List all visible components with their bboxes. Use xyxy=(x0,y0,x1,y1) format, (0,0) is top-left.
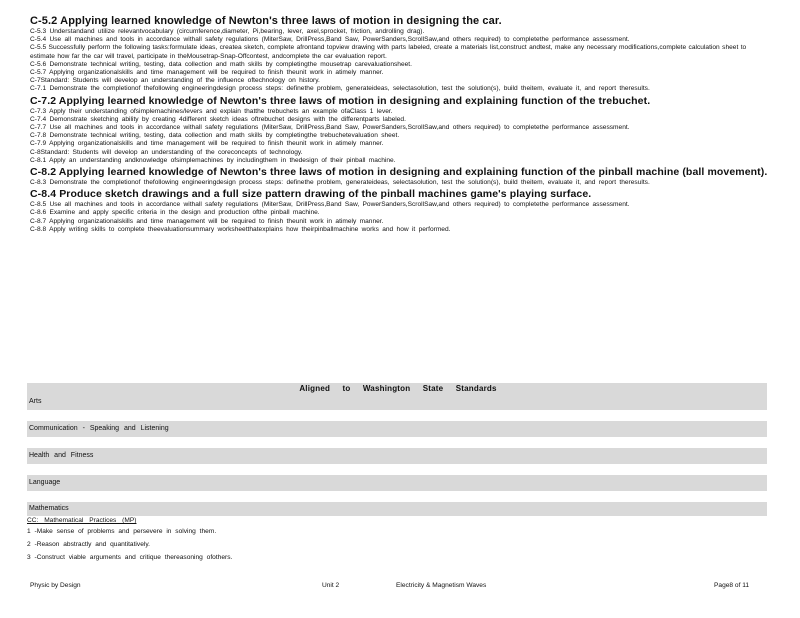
standard-item: C-7.7 Use all machines and tools in accordance withall safety regulations (MiterSaw, DrillPress,Band Saw, PowerSanders,ScrollSaw,and others required) to completethe performance assessment. xyxy=(30,124,630,132)
footer-topic: Electricity & Magnetism Waves xyxy=(396,582,487,589)
standard-item: C-8.1 Apply an understanding andknowledge ofsimplemachines by includingthem in thedesign of their pinball machine. xyxy=(30,156,396,164)
aligned-title: Aligned to Washington State Standards xyxy=(299,384,497,393)
standard-item: C-5.7 Applying organizationalskills and time management will be required to finish theunit work in atimely manner. xyxy=(30,69,384,77)
standard-item: C-5.3 Understandand utilize relevantvocabulary (circumference,diameter, Pi,bearing, lever, axel,sprocket, friction, androlling drag). xyxy=(30,28,425,35)
standard-item: C-7.9 Applying organizationalskills and time management will be required to finish theunit work in atimely manner. xyxy=(30,140,384,148)
standard-item: C-8.5 Use all machines and tools in accordance withall safety regulations (MiterSaw, DrillPress,Band Saw, PowerSanders,ScrollSaw,and others required) to completethe performance assessment. xyxy=(30,201,630,209)
standard-item: C-7.3 Apply their understanding ofsimplemachines/levers and explain thatthe trebuchets an example ofaClass 1 lever. xyxy=(30,107,393,115)
band-mathematics: Mathematics xyxy=(27,502,767,516)
standard-item: C-8.8 Apply writing skills to complete theevaluationsummary worksheetthatexplains how theirpinballmachine works and how it performed. xyxy=(30,225,451,233)
section-heading: C-8.2 Applying learned knowledge of Newton's three laws of motion in designing and explaining function of the pinball machine (ball movement). xyxy=(30,166,768,179)
standards-content xyxy=(30,14,770,234)
standard-item: C-5.5 Successfully perform the following tasks:formulate ideas, createa sketch, complete afrontand topview drawing with parts labeled, create a materials list,construct andtest, make any necessary modifications,complete calculation sheet to estimate how far the car will travel, participate in theMousetrap-Snap-Offcontest, andcomplete the car evaluation report. xyxy=(30,44,747,60)
standard-item: C-8.6 Examine and apply specific criteria in the design and production ofthe pinball machine. xyxy=(30,209,320,217)
band-arts xyxy=(27,383,767,410)
band-health: Health and Fitness xyxy=(27,448,767,464)
footer-unit: Unit 2 xyxy=(322,582,340,589)
band-label: Arts xyxy=(29,398,42,405)
page-footer xyxy=(30,582,770,592)
standard-item: C-7.8 Demonstrate technical writing, testing, data collection and math skills by completingthe trebuchetevaluation sheet. xyxy=(30,132,400,140)
standard-item: C-8.7 Applying organizationalskills and time management will be required to finish theunit work in atimely manner. xyxy=(30,217,384,225)
math-practice: 2 -Reason abstractly and quantitatively. xyxy=(27,541,150,548)
footer-page-number: Page8 of 11 xyxy=(714,582,750,589)
math-practice: 1 -Make sense of problems and persevere in solving them. xyxy=(27,528,217,535)
section-heading: C-8.4 Produce sketch drawings and a full size pattern drawing of the pinball machines game's playing surface. xyxy=(30,188,592,201)
footer-course: Physic by Design xyxy=(30,582,81,589)
standard-item: C-7Standard: Students will develop an understanding of the influence oftechnology on history. xyxy=(30,77,320,85)
cc-heading: CC: Mathematical Practices (MP) xyxy=(27,517,137,524)
aligned-standards xyxy=(27,383,767,564)
band-language: Language xyxy=(27,475,767,491)
standard-item: C-7.4 Demonstrate sketching ability by creating 4different sketch ideas oftrebuchet designs with the differentparts labeled. xyxy=(30,115,406,123)
band-communication: Communication - Speaking and Listening xyxy=(27,421,767,437)
standard-item: C-7.1 Demonstrate the completionof thefollowing engineeringdesign process steps: definethe problem, generateideas, selectasolution, test the solution(s), build theitem, evaluate it, and report theresults. xyxy=(30,85,650,93)
standard-item: C-8.3 Demonstrate the completionof thefollowing engineeringdesign process steps: definethe problem, generateideas, selectasolution, test the solution(s), build theitem, evaluate it, and report theresults. xyxy=(30,179,650,187)
standard-item: C-5.6 Demonstrate technical writing, testing, data collection and math skills by completingthe mousetrap carevaluationsheet. xyxy=(30,60,412,68)
standard-item: C-8Standard: Students will develop an understanding of the coreconcepts of technology. xyxy=(30,148,303,156)
standard-item: C-5.4 Use all machines and tools in accordance withall safety regulations (MiterSaw, DrillPress,Band Saw, PowerSanders,ScrollSaw,and others required) to completethe performance assessment. xyxy=(30,36,630,44)
section-heading: C-7.2 Applying learned knowledge of Newton's three laws of motion in designing and explaining function of the trebuchet. xyxy=(30,94,651,107)
math-practice: 3 -Construct viable arguments and critique thereasoning ofothers. xyxy=(27,554,233,561)
section-heading: C-5.2 Applying learned knowledge of Newton's three laws of motion in designing the car. xyxy=(30,15,502,27)
